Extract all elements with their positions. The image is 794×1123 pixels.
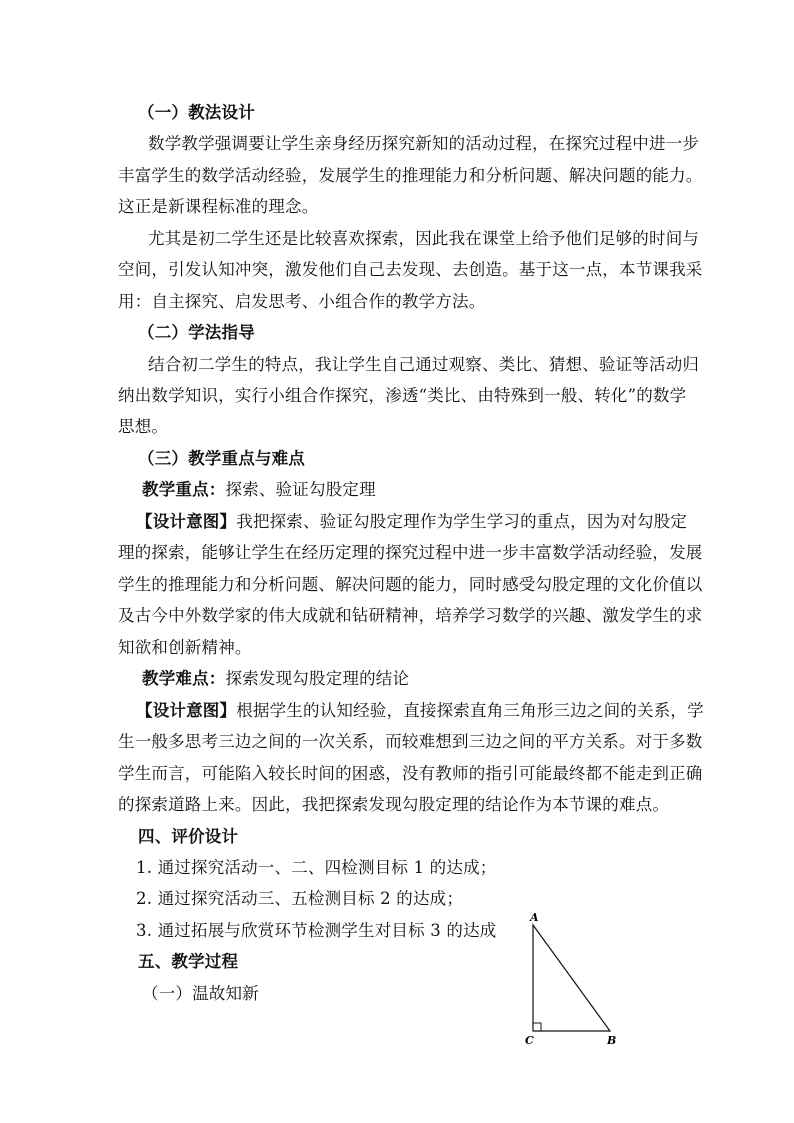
difficulty-line — [142, 668, 409, 690]
key-point-line — [142, 479, 376, 501]
right-triangle-diagram — [516, 905, 626, 1050]
sub-heading-review: （一）温故知新 — [142, 984, 259, 1003]
vertex-label-c: C — [525, 1034, 534, 1047]
paragraph-line: 纳出数学知识，实行小组合作探究，渗透“类比、由特殊到一般、转化”的数学 — [118, 386, 687, 405]
paragraph-line: 思想。 — [118, 417, 169, 436]
list-item: 1. 通过探究活动一、二、四检测目标 1 的达成； — [136, 858, 497, 877]
section-heading-key-points: （三）教学重点与难点 — [138, 449, 305, 468]
right-angle-marker — [533, 1023, 541, 1031]
paragraph-line: 丰富学生的数学活动经验，发展学生的推理能力和分析问题、解决问题的能力。 — [118, 166, 703, 185]
design-intent-label: 【设计意图】 — [136, 512, 237, 531]
list-item: 2. 通过探究活动三、五检测目标 2 的达成； — [136, 889, 464, 908]
section-heading-teaching-method: （一）教法设计 — [138, 103, 255, 122]
paragraph-line: 这正是新课程标准的理念。 — [118, 197, 319, 216]
vertex-label-b: B — [607, 1034, 617, 1047]
paragraph-line: 学生而言，可能陷入较长时间的困惑，没有教师的指引可能最终都不能走到正确 — [118, 764, 703, 783]
paragraph-line: 空间，引发认知冲突，激发他们自己去发现、去创造。基于这一点，本节课我采 — [118, 260, 703, 279]
paragraph-line: 我把探索、验证勾股定理作为学生学习的重点，因为对勾股定 — [236, 512, 688, 531]
section-heading-evaluation: 四、评价设计 — [138, 827, 239, 846]
section-heading-teaching-process: 五、教学过程 — [138, 952, 239, 971]
difficulty-label: 教学难点： — [142, 669, 226, 688]
paragraph-line: 数学教学强调要让学生亲身经历探究新知的活动过程，在探究过程中进一步 — [148, 134, 700, 153]
paragraph-line: 及古今中外数学家的伟大成就和钻研精神，培养学习数学的兴趣、激发学生的求 — [118, 606, 703, 625]
key-point-text: 探索、验证勾股定理 — [225, 480, 376, 499]
section-heading-study-guide: （二）学法指导 — [138, 323, 255, 342]
triangle-shape — [533, 925, 610, 1031]
paragraph-line: 学生的推理能力和分析问题、解决问题的能力，同时感受勾股定理的文化价值以 — [118, 575, 703, 594]
paragraph-line: 根据学生的认知经验，直接探索直角三角形三边之间的关系，学 — [236, 701, 704, 720]
key-point-label: 教学重点： — [142, 480, 226, 499]
paragraph-line: 尤其是初二学生还是比较喜欢探索，因此我在课堂上给予他们足够的时间与 — [148, 229, 700, 248]
design-intent-label: 【设计意图】 — [136, 701, 237, 720]
difficulty-text: 探索发现勾股定理的结论 — [225, 669, 410, 688]
paragraph-line: 结合初二学生的特点，我让学生自己通过观察、类比、猜想、验证等活动归 — [148, 355, 700, 374]
key-intent-line — [136, 511, 687, 533]
paragraph-line: 的探索道路上来。因此，我把探索发现勾股定理的结论作为本节课的难点。 — [118, 795, 670, 814]
paragraph-line: 用：自主探究、启发思考、小组合作的教学方法。 — [118, 292, 486, 311]
paragraph-line: 生一般多思考三边之间的一次关系，而较难想到三边之间的平方关系。对于多数 — [118, 732, 703, 751]
paragraph-line: 理的探索，能够让学生在经历定理的探究过程中进一步丰富数学活动经验，发展 — [118, 543, 703, 562]
diff-intent-line — [136, 700, 704, 722]
list-item: 3. 通过拓展与欣赏环节检测学生对目标 3 的达成 — [136, 921, 497, 940]
vertex-label-a: A — [530, 911, 539, 924]
paragraph-line: 知欲和创新精神。 — [118, 638, 252, 657]
